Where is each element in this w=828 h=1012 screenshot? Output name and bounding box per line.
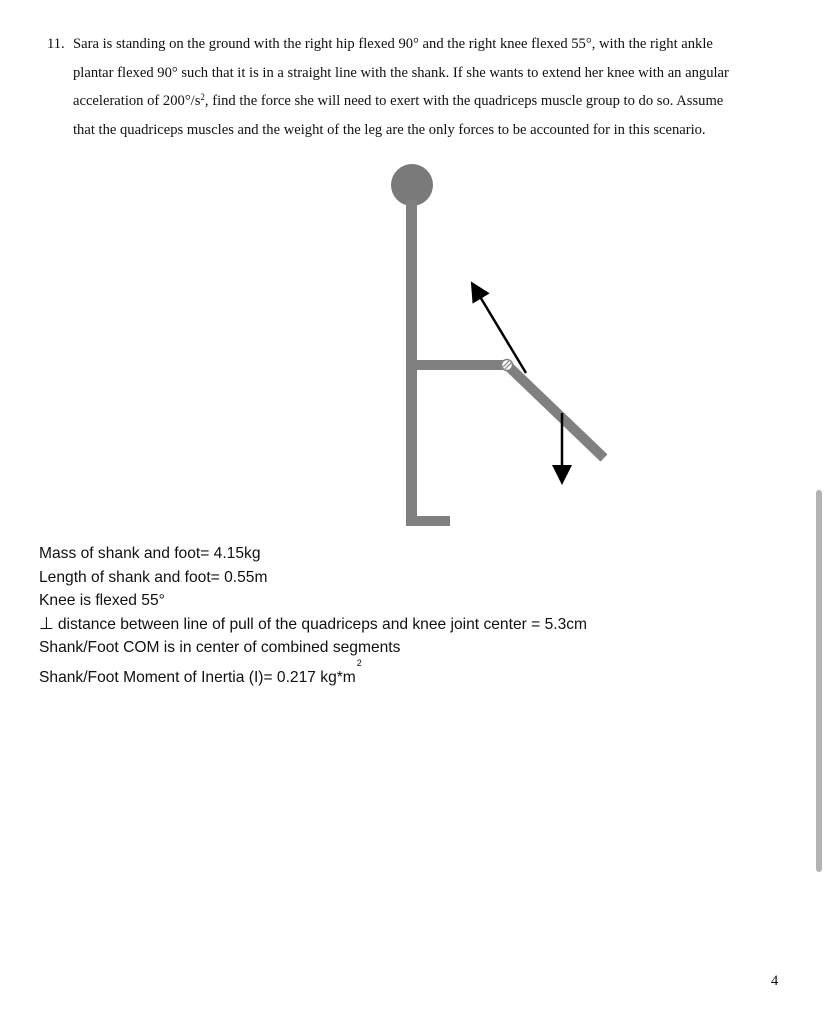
given-length: Length of shank and foot= 0.55m	[39, 568, 268, 586]
given-perpendicular-distance: ⊥ distance between line of pull of the quadriceps and knee joint center = 5.3cm	[39, 613, 588, 633]
given-values	[39, 542, 587, 692]
problem-line-4: that the quadriceps muscles and the weight of the leg are the only forces to be accounted for in this scenario.	[73, 121, 706, 138]
page-number: 4	[771, 973, 779, 989]
shank-foot-segment	[507, 365, 604, 458]
given-mass: Mass of shank and foot= 4.15kg	[39, 545, 261, 562]
problem-line-1: 11. Sara is standing on the ground with the right hip flexed 90° and the right knee flexed 55°, with the right ankle	[47, 30, 807, 59]
inertia-exponent: 2	[356, 657, 362, 668]
given-flexion: Knee is flexed 55°	[39, 592, 165, 610]
thigh-segment	[406, 360, 508, 370]
problem-line-3: acceleration of $200^\circ/s^2$, find the force she will need to exert with the quadriceps muscle group to do so. Assume	[73, 92, 724, 109]
knee-joint	[502, 360, 513, 371]
problem-number: 11.	[47, 36, 65, 52]
given-com: Shank/Foot COM is in center of combined segments	[39, 639, 401, 657]
given-inertia: Shank/Foot Moment of Inertia (I)= 0.217 $kg*m^2$	[39, 657, 362, 686]
vertical-scrollbar[interactable]	[816, 490, 822, 872]
acceleration-exponent: 2	[200, 92, 205, 102]
standing-foot-segment	[406, 516, 450, 526]
head	[391, 164, 433, 206]
problem-line-2: plantar flexed 90° such that it is in a straight line with the shank. If she wants to extend her knee with an angular	[73, 64, 729, 81]
